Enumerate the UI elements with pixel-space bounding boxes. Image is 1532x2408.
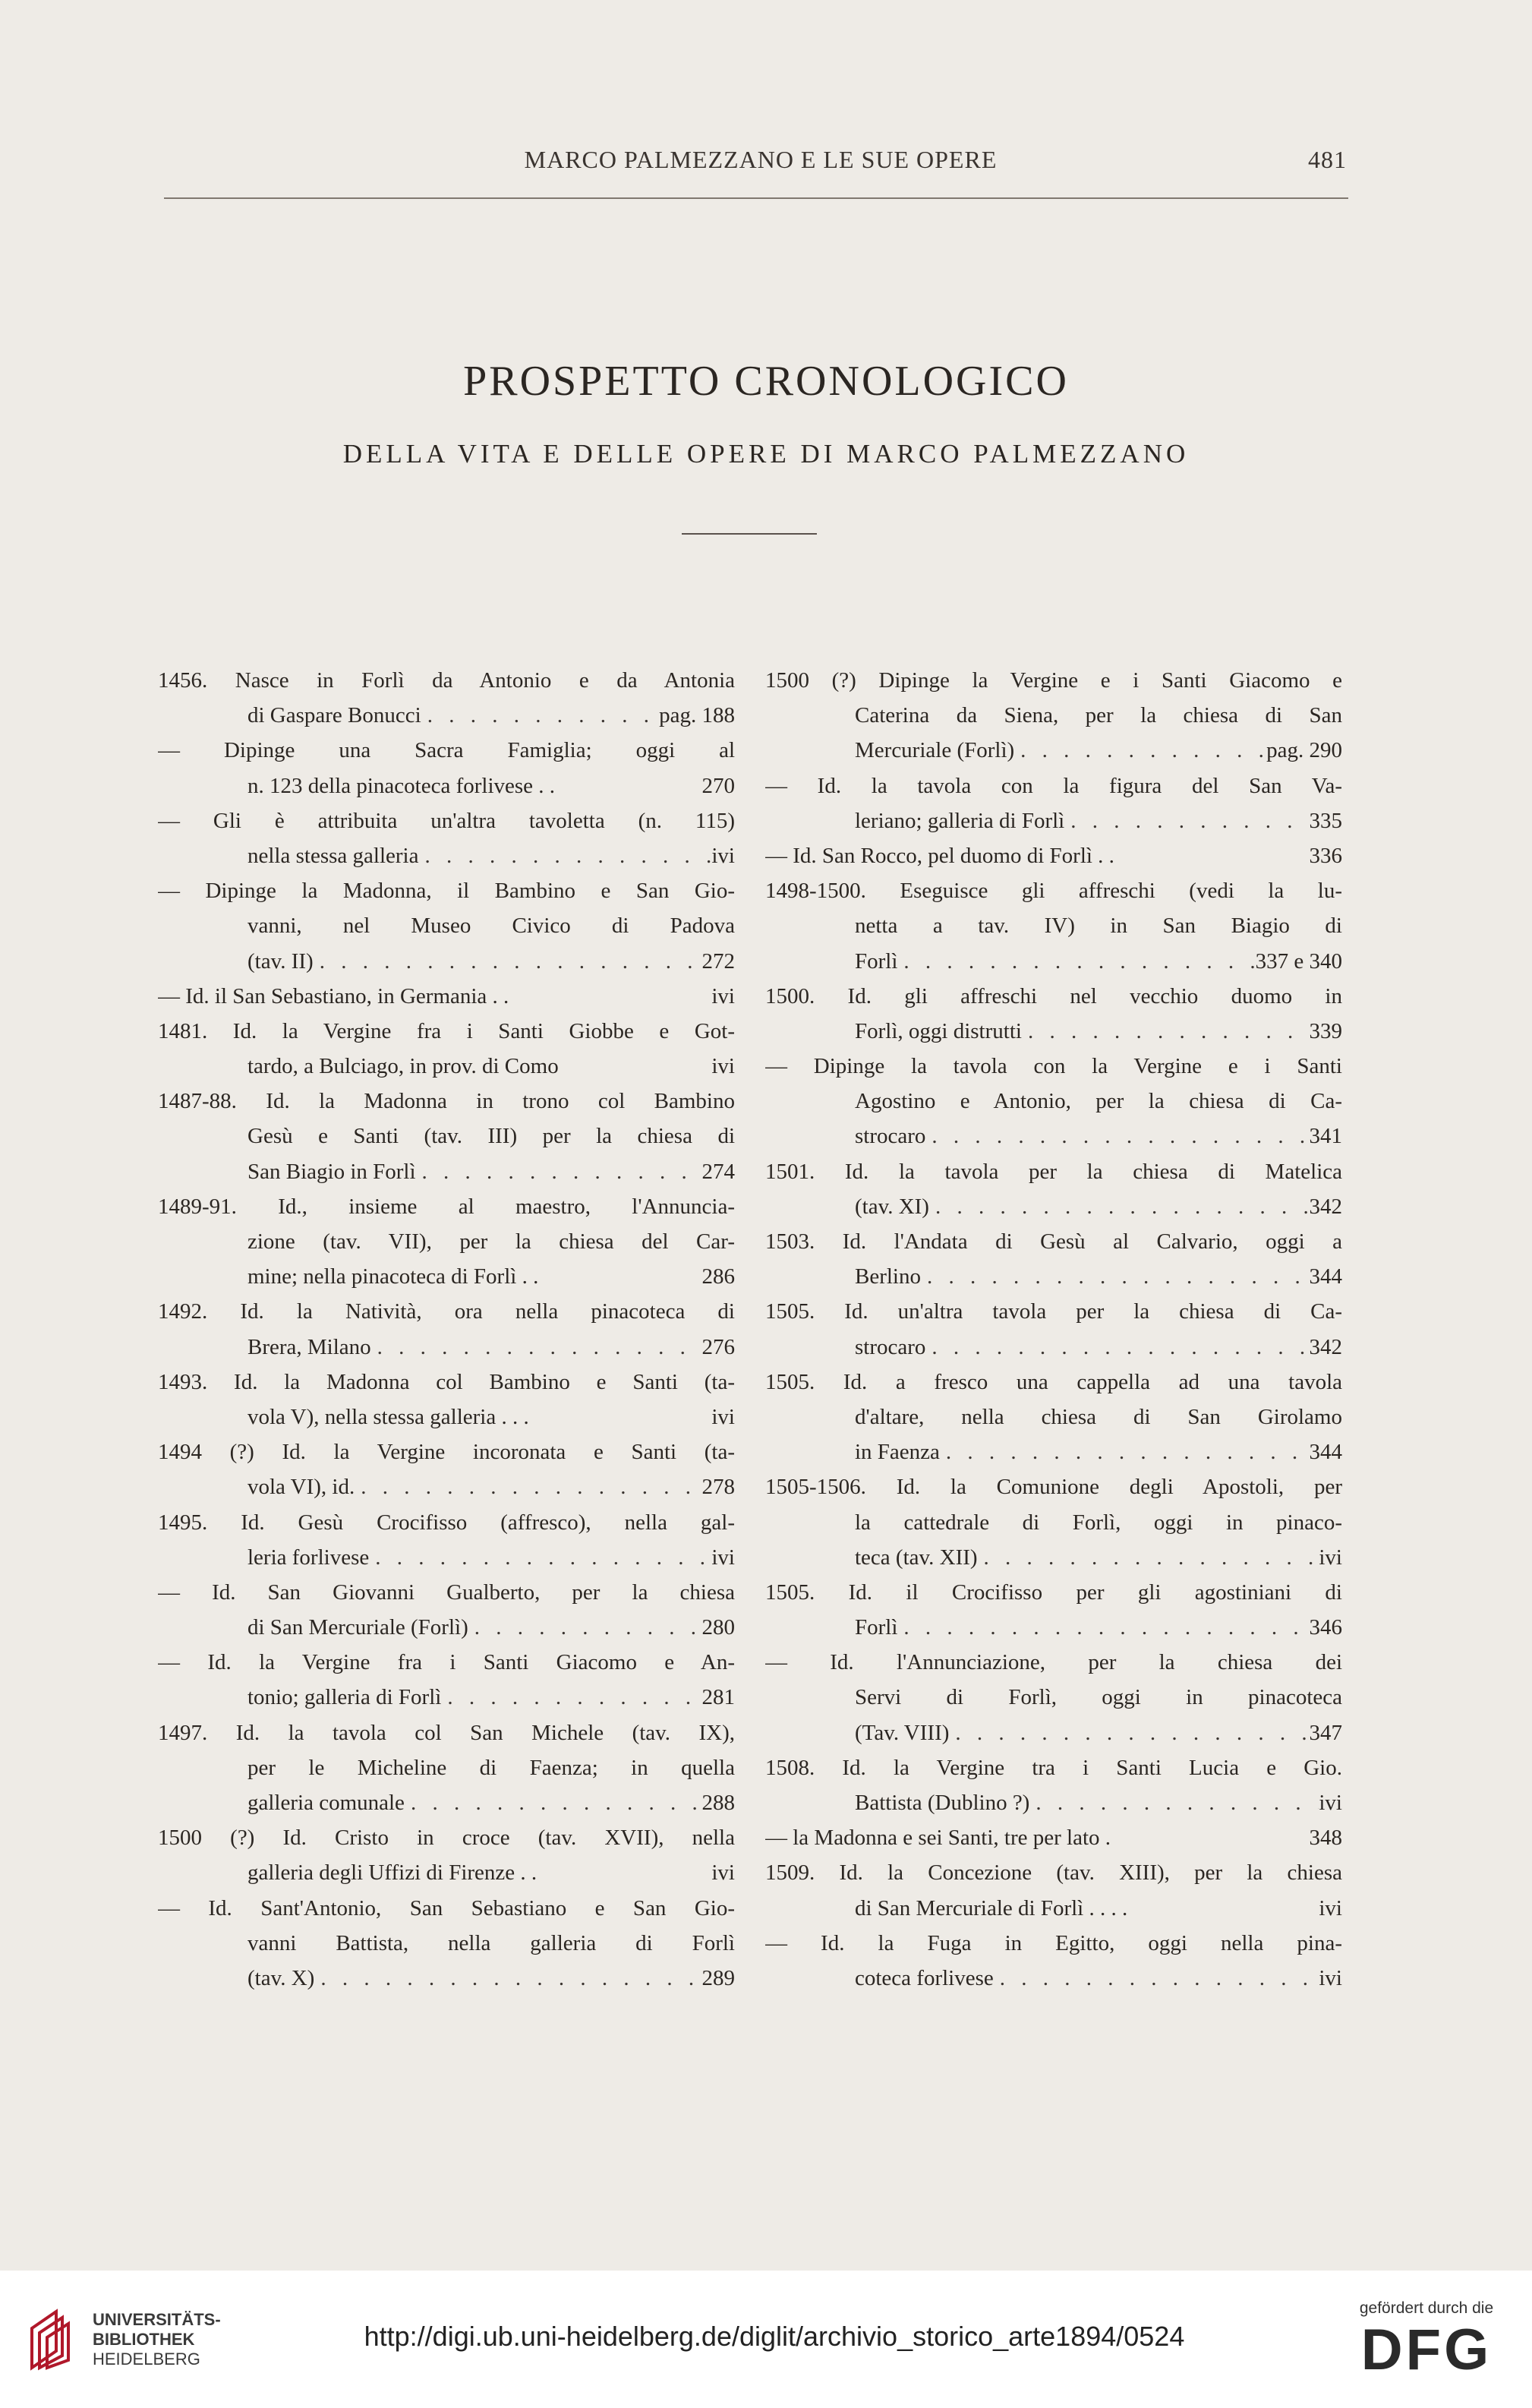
page-reference: ivi (711, 1054, 735, 1079)
entry-text: vola VI), id. (247, 1475, 355, 1500)
chronology-line (765, 1820, 1342, 1855)
chronology-line (765, 1855, 1342, 1890)
leader-dots (421, 698, 659, 733)
chronology-line (158, 1926, 735, 1961)
leader-dots (994, 1961, 1319, 1996)
chronology-line (765, 1715, 1342, 1750)
chronology-line (158, 1575, 735, 1610)
entry-text: 1508. Id. la Vergine tra i Santi Lucia e Gio. (765, 1755, 1342, 1780)
leader-dots (949, 1715, 1309, 1750)
entry-text: zione (tav. VII), per la chiesa del Car- (247, 1229, 735, 1254)
chronology-line (765, 1645, 1342, 1680)
entry-text: (tav. X) (247, 1965, 315, 1990)
leader-dots (978, 1540, 1319, 1575)
leader-dots (369, 1540, 711, 1575)
entry-text: — Id. San Giovanni Gualberto, per la chiesa (158, 1580, 735, 1605)
chronology-line (765, 1154, 1342, 1189)
entry-text: coteca forlivese (855, 1965, 994, 1990)
chronology-line (765, 1540, 1342, 1575)
entry-text: — Dipinge la Madonna, il Bambino e San Gio- (158, 879, 735, 904)
chronology-line (765, 873, 1342, 908)
entry-text: (tav. XI) (855, 1194, 929, 1219)
chronology-line (158, 1049, 735, 1084)
dfg-logo: DFG (1360, 2318, 1493, 2382)
entry-text: 1505. Id. il Crocifisso per gli agostiniani di (765, 1580, 1342, 1605)
chronology-line (765, 1400, 1342, 1434)
entry-text: teca (tav. XII) (855, 1545, 978, 1570)
entry-text: 1501. Id. la tavola per la chiesa di Matelica (765, 1159, 1342, 1184)
chronology-line (765, 663, 1342, 698)
entry-text: — Id. il San Sebastiano, in Germania . . (158, 983, 509, 1008)
entry-text: 1500. Id. gli affreschi nel vecchio duomo in (765, 983, 1342, 1008)
header-rule (164, 197, 1348, 199)
entry-text: tardo, a Bulciago, in prov. di Como (247, 1054, 559, 1079)
page-reference: 274 (701, 1159, 735, 1184)
entry-text: 1509. Id. la Concezione (tav. XIII), per la chiesa (765, 1860, 1342, 1886)
leader-dots (314, 944, 702, 979)
running-head (175, 146, 1347, 184)
leader-dots (925, 1330, 1309, 1365)
page-reference: ivi (1319, 1545, 1342, 1570)
university-library-logo-icon (26, 2305, 87, 2374)
chronology-line (765, 803, 1342, 838)
page-reference: pag. 188 (659, 703, 735, 728)
entry-text: — Dipinge la tavola con la Vergine e i Santi (765, 1054, 1342, 1079)
page-reference: 278 (701, 1475, 735, 1500)
page-reference: 337 e 340 (1255, 948, 1342, 974)
chronology-line (765, 838, 1342, 873)
chronology-line (158, 1400, 735, 1434)
chronology-line (765, 1189, 1342, 1224)
leader-dots (897, 1610, 1309, 1645)
chronology-line (158, 1505, 735, 1540)
chronology-line (158, 873, 735, 908)
chronology-line (158, 1540, 735, 1575)
chronology-line (765, 1610, 1342, 1645)
entry-text: strocaro (855, 1334, 926, 1359)
page-reference: 276 (701, 1334, 735, 1359)
entry-text: — Dipinge una Sacra Famiglia; oggi al (158, 738, 735, 763)
page-reference: 286 (701, 1264, 735, 1289)
leader-dots (940, 1434, 1310, 1469)
title-divider (682, 533, 817, 535)
entry-text: di Gaspare Bonucci (247, 703, 421, 728)
chronology-line (765, 1469, 1342, 1504)
leader-dots (314, 1961, 701, 1996)
chronology-line (765, 1294, 1342, 1329)
page-reference: 342 (1309, 1334, 1342, 1359)
page-reference: 344 (1309, 1264, 1342, 1289)
chronology-line (158, 1469, 735, 1504)
chronology-line (765, 1224, 1342, 1259)
entry-text: — Id. la Vergine fra i Santi Giacomo e An- (158, 1650, 735, 1675)
entry-text: 1492. Id. la Natività, ora nella pinacoteca di (158, 1299, 735, 1324)
entry-text: San Biagio in Forlì (247, 1159, 416, 1184)
entry-text: — Id. l'Annunciazione, per la chiesa dei (765, 1650, 1342, 1675)
chronology-line (765, 1680, 1342, 1715)
chronology-line (158, 1294, 735, 1329)
entry-text: — Id. Sant'Antonio, San Sebastiano e San Gio- (158, 1895, 735, 1920)
entry-text: Agostino e Antonio, per la chiesa di Ca- (855, 1089, 1342, 1114)
leader-dots (897, 944, 1255, 979)
chronology-line (765, 1259, 1342, 1294)
chronology-line (158, 1154, 735, 1189)
entry-text: 1487-88. Id. la Madonna in trono col Bambino (158, 1089, 735, 1114)
chronology-line (158, 768, 735, 803)
page-reference: ivi (711, 1404, 735, 1429)
chronology-line (158, 944, 735, 979)
entry-text: 1500 (?) Id. Cristo in croce (tav. XVII), nella (158, 1826, 735, 1851)
entry-text: 1505. Id. un'altra tavola per la chiesa di Ca- (765, 1299, 1342, 1324)
entry-text: 1493. Id. la Madonna col Bambino e Santi (ta- (158, 1369, 735, 1394)
chronology-line (765, 1575, 1342, 1610)
entry-text: vanni, nel Museo Civico di Padova (247, 914, 735, 939)
chronology-line (158, 1785, 735, 1820)
entry-text: di San Mercuriale (Forlì) (247, 1615, 468, 1640)
page-title: PROSPETTO CRONOLOGICO (463, 358, 1069, 405)
page-reference: 341 (1309, 1124, 1342, 1149)
page-reference: 281 (701, 1685, 735, 1710)
entry-text: Forlì (855, 948, 898, 974)
entry-text: Forlì, oggi distrutti (855, 1018, 1022, 1043)
chronology-line (765, 1505, 1342, 1540)
entry-text: vola V), nella stessa galleria . . . (247, 1404, 529, 1429)
chronology-line (158, 1715, 735, 1750)
entry-text: per le Micheline di Faenza; in quella (247, 1755, 735, 1780)
chronology-line (158, 1645, 735, 1680)
chronology-line (765, 1891, 1342, 1926)
leader-dots (405, 1785, 702, 1820)
entry-text: Servi di Forlì, oggi in pinacoteca (855, 1685, 1342, 1710)
entry-text: vanni Battista, nella galleria di Forlì (247, 1930, 735, 1955)
running-head-title: MARCO PALMEZZANO E LE SUE OPERE (524, 146, 998, 173)
page-reference: 288 (701, 1791, 735, 1815)
chronology-line (765, 1785, 1342, 1820)
chronology-line (158, 1224, 735, 1259)
leader-dots (925, 1119, 1309, 1154)
entry-text: 1503. Id. l'Andata di Gesù al Calvario, oggi a (765, 1229, 1342, 1254)
chronology-line (765, 698, 1342, 733)
left-column (158, 663, 735, 1996)
entry-text: galleria comunale (247, 1791, 405, 1815)
page-reference: 348 (1309, 1826, 1342, 1851)
leader-dots (921, 1259, 1310, 1294)
entry-text: 1505. Id. a fresco una cappella ad una tavola (765, 1369, 1342, 1394)
leader-dots (418, 838, 711, 873)
chronology-line (765, 908, 1342, 943)
chronology-line (158, 698, 735, 733)
leader-dots (1064, 803, 1309, 838)
page-reference: 280 (701, 1615, 735, 1640)
leader-dots (1014, 733, 1266, 768)
entry-text: nella stessa galleria (247, 843, 419, 868)
source-url-link[interactable]: http://digi.ub.uni-heidelberg.de/diglit/archivio_storico_arte1894/0524 (364, 2321, 1185, 2352)
entry-text: — la Madonna e sei Santi, tre per lato . (765, 1826, 1111, 1851)
page-reference: ivi (711, 843, 735, 868)
chronology-line (158, 979, 735, 1014)
chronology-line (158, 1365, 735, 1400)
entry-text: strocaro (855, 1124, 926, 1149)
page-reference: 272 (701, 948, 735, 974)
entry-text: la cattedrale di Forlì, oggi in pinaco- (855, 1510, 1342, 1535)
chronology-line (765, 1926, 1342, 1961)
chronology-line (158, 1119, 735, 1154)
funding-caption: gefördert durch die (1359, 2299, 1494, 2317)
chronology-line (765, 1049, 1342, 1084)
chronology-line (765, 1014, 1342, 1049)
right-column (765, 663, 1342, 1996)
chronology-line (765, 1434, 1342, 1469)
chronology-line (158, 803, 735, 838)
library-name (93, 2310, 221, 2369)
chronology-line (158, 1820, 735, 1855)
chronology-line (158, 1680, 735, 1715)
page-reference: 289 (701, 1965, 735, 1990)
chronology-line (158, 1961, 735, 1996)
leader-dots (371, 1330, 702, 1365)
leader-dots (355, 1469, 701, 1504)
entry-text: 1500 (?) Dipinge la Vergine e i Santi Giacomo e (765, 668, 1342, 693)
page-reference: ivi (711, 983, 735, 1008)
entry-text: in Faenza (855, 1440, 940, 1465)
chronology-line (765, 733, 1342, 768)
leader-dots (441, 1680, 701, 1715)
page-reference: ivi (711, 1860, 735, 1886)
chronology-line (158, 1189, 735, 1224)
chronology-line (158, 1610, 735, 1645)
entry-text: 1481. Id. la Vergine fra i Santi Giobbe e Got- (158, 1018, 735, 1043)
entry-text: tonio; galleria di Forlì (247, 1685, 442, 1710)
entry-text: Berlino (855, 1264, 921, 1289)
entry-text: Gesù e Santi (tav. III) per la chiesa di (247, 1124, 735, 1149)
chronology-line (765, 979, 1342, 1014)
page-reference: pag. 290 (1266, 738, 1342, 763)
leader-dots (929, 1189, 1310, 1224)
page-reference: 344 (1309, 1440, 1342, 1465)
chronology-line (765, 1961, 1342, 1996)
page-reference: 346 (1309, 1615, 1342, 1640)
chronology-line (765, 1330, 1342, 1365)
page-subtitle: DELLA VITA E DELLE OPERE DI MARCO PALMEZZANO (342, 439, 1190, 469)
chronology-line (158, 1855, 735, 1890)
entry-text: — Gli è attribuita un'altra tavoletta (n. 115) (158, 808, 735, 833)
entry-text: 1497. Id. la tavola col San Michele (tav. IX), (158, 1720, 735, 1745)
page-number: 481 (1308, 146, 1347, 173)
page-reference: 347 (1309, 1720, 1342, 1745)
entry-text: leria forlivese (247, 1545, 370, 1570)
entry-text: 1494 (?) Id. la Vergine incoronata e Santi (ta- (158, 1440, 735, 1465)
chronology-line (158, 838, 735, 873)
entry-text: — Id. la tavola con la figura del San Va- (765, 773, 1342, 798)
page-reference: ivi (711, 1545, 735, 1570)
entry-text: netta a tav. IV) in San Biagio di (855, 914, 1342, 939)
chronology-line (765, 768, 1342, 803)
footer-bar (0, 2271, 1532, 2408)
leader-dots (468, 1610, 702, 1645)
chronology-line (158, 663, 735, 698)
entry-text: — Id. San Rocco, pel duomo di Forlì . . (765, 843, 1114, 868)
entry-text: 1505-1506. Id. la Comunione degli Apostoli, per (765, 1475, 1342, 1500)
chronology-line (158, 1084, 735, 1119)
page-reference: ivi (1319, 1965, 1342, 1990)
entry-text: 1495. Id. Gesù Crocifisso (affresco), nella gal- (158, 1510, 735, 1535)
page-reference: ivi (1319, 1895, 1342, 1920)
entry-text: d'altare, nella chiesa di San Girolamo (855, 1404, 1342, 1429)
entry-text: — Id. la Fuga in Egitto, oggi nella pina- (765, 1930, 1342, 1955)
entry-text: 1498-1500. Eseguisce gli affreschi (vedi la lu- (765, 879, 1342, 904)
entry-text: n. 123 della pinacoteca forlivese . . (247, 773, 556, 798)
entry-text: galleria degli Uffizi di Firenze . . (247, 1860, 537, 1886)
chronology-line (158, 733, 735, 768)
entry-text: leriano; galleria di Forlì (855, 808, 1065, 833)
entry-text: mine; nella pinacoteca di Forlì . . (247, 1264, 539, 1289)
entry-text: Caterina da Siena, per la chiesa di San (855, 703, 1342, 728)
chronology-line (765, 1119, 1342, 1154)
library-name-line3: HEIDELBERG (93, 2350, 200, 2369)
leader-dots (1022, 1014, 1310, 1049)
leader-dots (1029, 1785, 1319, 1820)
page-reference: ivi (1319, 1791, 1342, 1815)
chronology-line (765, 1750, 1342, 1785)
page-reference: 339 (1309, 1018, 1342, 1043)
entry-text: (tav. II) (247, 948, 314, 974)
chronology-line (158, 908, 735, 943)
chronology-line (158, 1330, 735, 1365)
entry-text: di San Mercuriale di Forlì . . . . (855, 1895, 1128, 1920)
library-name-line2: BIBLIOTHEK (93, 2330, 195, 2349)
chronology-line (765, 944, 1342, 979)
chronology-line (765, 1084, 1342, 1119)
page-reference: 335 (1309, 808, 1342, 833)
chronology-line (158, 1891, 735, 1926)
library-name-line1: UNIVERSITÄTS- (93, 2310, 221, 2329)
leader-dots (416, 1154, 702, 1189)
chronology-line (158, 1014, 735, 1049)
page-reference: 270 (701, 773, 735, 798)
entry-text: 1489-91. Id., insieme al maestro, l'Annuncia- (158, 1194, 735, 1219)
chronology-line (765, 1365, 1342, 1400)
entry-text: 1456. Nasce in Forlì da Antonio e da Antonia (158, 668, 735, 693)
chronology-line (158, 1259, 735, 1294)
funding-credit (1347, 2299, 1506, 2383)
entry-text: Brera, Milano (247, 1334, 371, 1359)
entry-text: Battista (Dublino ?) (855, 1791, 1030, 1815)
entry-text: Forlì (855, 1615, 898, 1640)
chronology-line (158, 1434, 735, 1469)
entry-text: (Tav. VIII) (855, 1720, 950, 1745)
entry-text: Mercuriale (Forlì) (855, 738, 1015, 763)
chronology-line (158, 1750, 735, 1785)
page-reference: 342 (1309, 1194, 1342, 1219)
page-reference: 336 (1309, 843, 1342, 868)
